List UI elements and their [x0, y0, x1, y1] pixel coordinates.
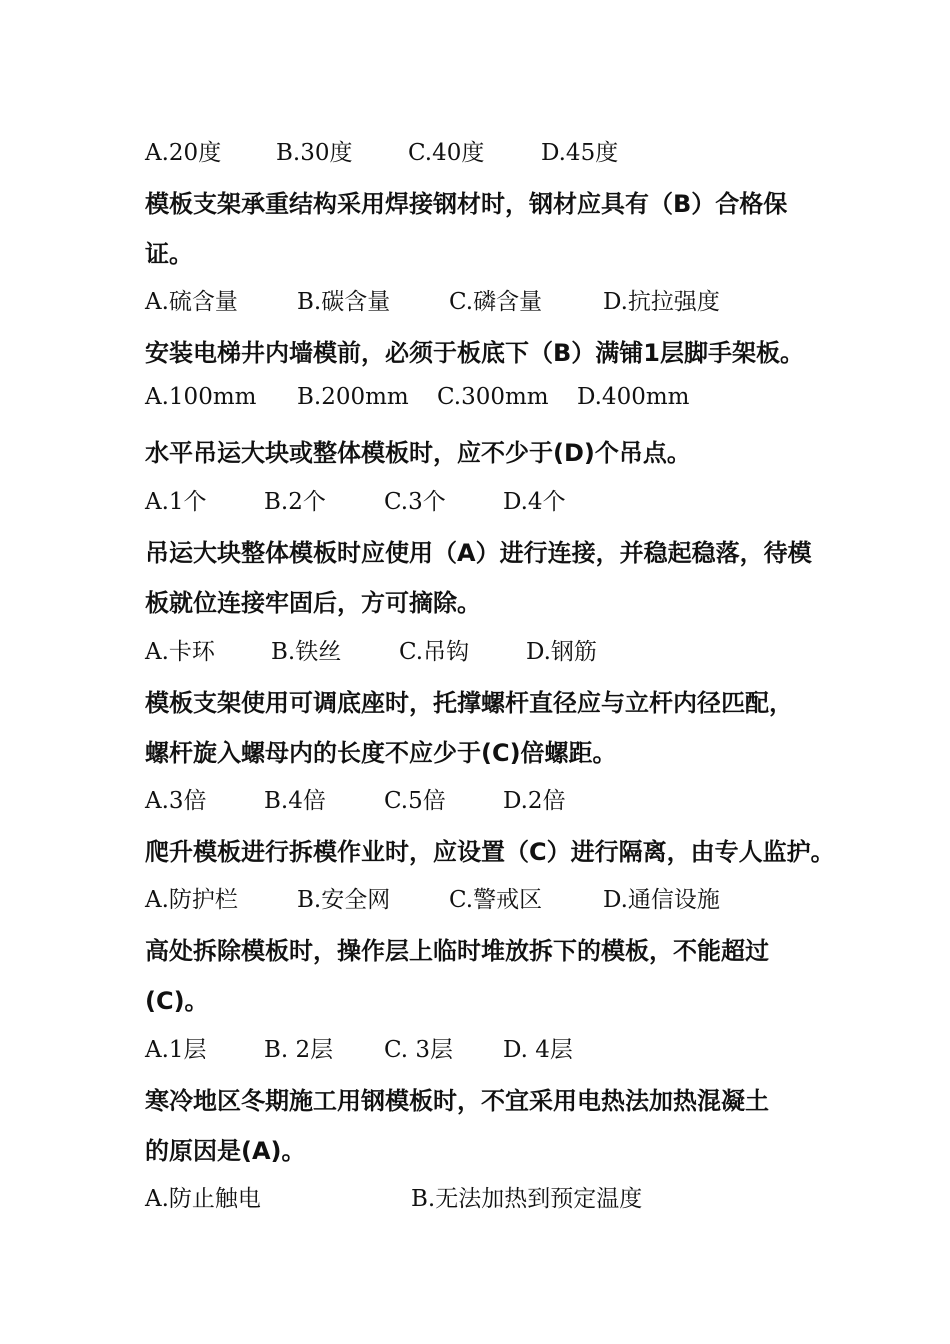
option-b: B.碳含量	[297, 289, 391, 315]
option-a: A.100mm	[145, 384, 257, 410]
option-c: C.300mm	[437, 384, 549, 410]
option-a: A.防护栏	[145, 887, 238, 913]
question-line: 的原因是(A)。	[145, 1137, 306, 1165]
option-b: B.铁丝	[271, 639, 342, 665]
option-b: B.200mm	[297, 384, 409, 410]
option-c: C.吊钩	[399, 639, 470, 665]
option-a: A.20度	[145, 140, 222, 166]
question-line: 水平吊运大块或整体模板时，应不少于(D)个吊点。	[145, 439, 691, 467]
option-d: D.抗拉强度	[603, 289, 720, 315]
option-d: D.通信设施	[603, 887, 720, 913]
option-c: C.40度	[408, 140, 485, 166]
option-b: B.无法加热到预定温度	[411, 1186, 643, 1212]
question-line: 板就位连接牢固后，方可摘除。	[145, 589, 481, 617]
question-line: 吊运大块整体模板时应使用（A）进行连接，并稳起稳落，待模	[145, 539, 812, 567]
option-a: A.硫含量	[145, 289, 238, 315]
question-line: 寒冷地区冬期施工用钢模板时，不宜采用电热法加热混凝土	[145, 1087, 769, 1115]
option-d: D.2倍	[503, 788, 566, 814]
option-a: A.3倍	[145, 788, 207, 814]
option-b: B.4倍	[264, 788, 326, 814]
option-d: D.45度	[541, 140, 619, 166]
option-d: D.钢筋	[526, 639, 597, 665]
option-b: B.30度	[276, 140, 353, 166]
option-a: A.防止触电	[145, 1186, 261, 1212]
option-a: A.1层	[145, 1037, 207, 1063]
question-line: 螺杆旋入螺母内的长度不应少于(C)倍螺距。	[145, 739, 617, 767]
option-c: C.3个	[384, 489, 446, 515]
option-a: A.卡环	[145, 639, 215, 665]
question-line: 模板支架使用可调底座时，托撑螺杆直径应与立杆内径匹配，	[145, 689, 793, 717]
option-d: D. 4层	[503, 1037, 573, 1063]
option-b: B.2个	[264, 489, 326, 515]
question-line: (C)。	[145, 987, 209, 1015]
option-d: D.4个	[503, 489, 566, 515]
option-a: A.1个	[145, 489, 207, 515]
question-line: 安装电梯井内墙模前，必须于板底下（B）满铺1层脚手架板。	[145, 339, 804, 367]
option-b: B.安全网	[297, 887, 391, 913]
option-c: C.5倍	[384, 788, 446, 814]
question-line: 爬升模板进行拆模作业时，应设置（C）进行隔离，由专人监护。	[145, 838, 835, 866]
question-line: 证。	[145, 240, 193, 268]
option-b: B. 2层	[264, 1037, 334, 1063]
option-d: D.400mm	[577, 384, 690, 410]
question-line: 模板支架承重结构采用焊接钢材时，钢材应具有（B）合格保	[145, 190, 788, 218]
option-c: C.警戒区	[449, 887, 543, 913]
option-c: C. 3层	[384, 1037, 454, 1063]
question-line: 高处拆除模板时，操作层上临时堆放拆下的模板，不能超过	[145, 937, 769, 965]
option-c: C.磷含量	[449, 289, 543, 315]
